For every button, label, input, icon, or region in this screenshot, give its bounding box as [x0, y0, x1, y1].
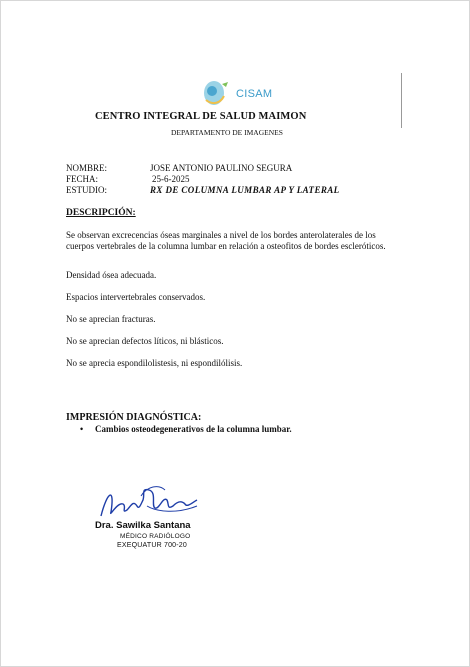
impression-text: Cambios osteodegenerativos de la columna lumbar.: [95, 424, 292, 434]
study-label: ESTUDIO:: [66, 185, 107, 195]
name-label: NOMBRE:: [66, 163, 108, 173]
signature-name: Dra. Sawilka Santana: [95, 520, 191, 531]
description-paragraph: No se aprecian fracturas.: [66, 314, 156, 324]
name-value: JOSE ANTONIO PAULINO SEGURA: [150, 163, 293, 173]
divider-line: [401, 73, 402, 128]
description-paragraph: No se aprecian defectos líticos, ni blásticos.: [66, 336, 224, 346]
signature-exequatur: EXEQUATUR 700-20: [117, 542, 187, 549]
description-heading: DESCRIPCIÓN:: [66, 208, 136, 218]
impression-heading: IMPRESIÓN DIAGNÓSTICA:: [66, 412, 202, 423]
institution-title: CENTRO INTEGRAL DE SALUD MAIMON: [95, 111, 307, 122]
date-value: 25-6-2025: [152, 174, 190, 184]
logo-text: CISAM: [236, 88, 273, 100]
description-paragraph: Se observan excrecencias óseas marginales a nivel de los bordes anterolaterales de los cuerpos vertebrales de la columna lumbar en relación a osteofitos de bordes escleróticos.: [66, 230, 386, 251]
signature-role: MÉDICO RADIÓLOGO: [120, 533, 191, 540]
bullet-icon: •: [80, 424, 84, 434]
description-paragraph: Espacios intervertebrales conservados.: [66, 292, 206, 302]
date-label: FECHA:: [66, 174, 99, 184]
handwritten-signature: [97, 482, 202, 522]
description-paragraph: Densidad ósea adecuada.: [66, 270, 157, 280]
department-name: DEPARTAMENTO DE IMAGENES: [171, 128, 283, 137]
study-value: RX DE COLUMNA LUMBAR AP Y LATERAL: [150, 185, 340, 195]
description-paragraph: No se aprecia espondilolistesis, ni espondilólisis.: [66, 358, 243, 368]
